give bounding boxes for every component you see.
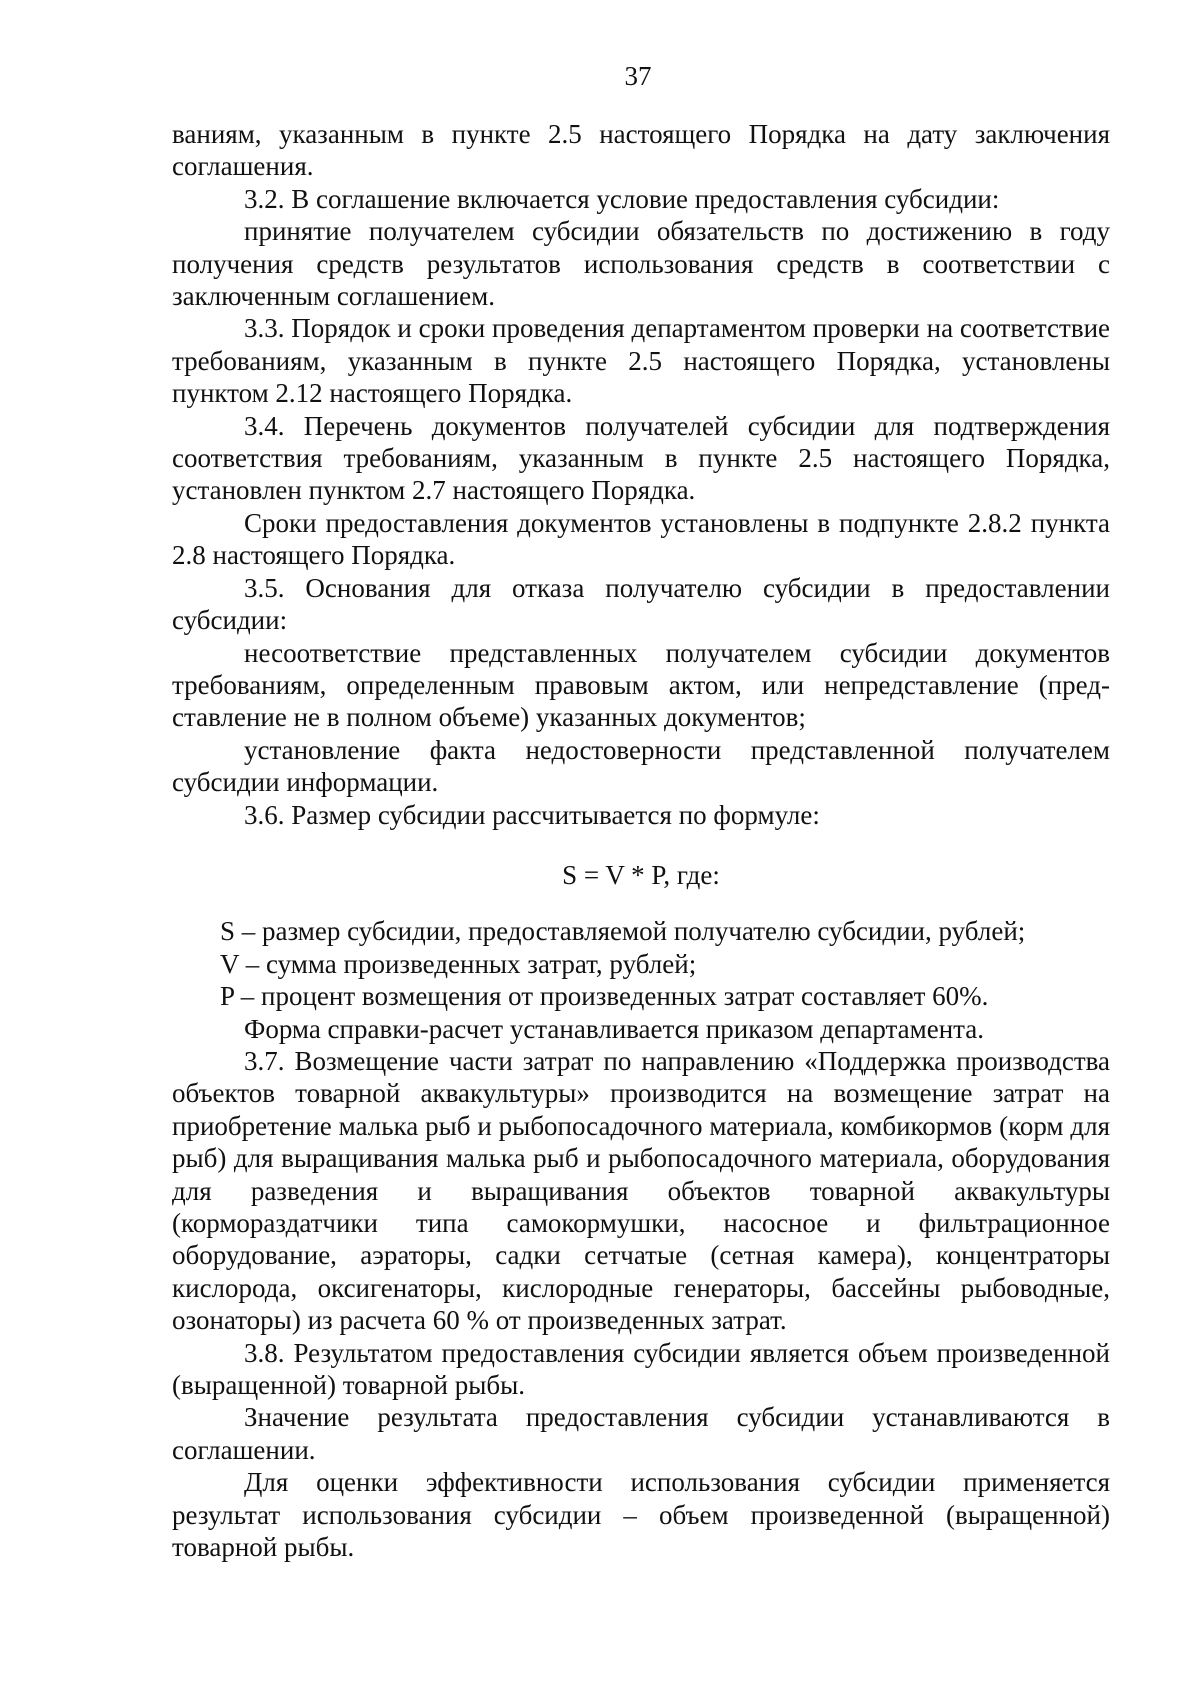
paragraph-3-2: 3.2. В соглашение включается условие предоставления субсидии: — [244, 183, 1000, 214]
paragraph-3-5-reason-2: установление факта недостоверности представленной получателем субсидии информации. — [172, 734, 1110, 798]
page-number: 37 — [624, 61, 652, 91]
paragraph-3-4: 3.4. Перечень документов получателей субсидии для подтверждения соответствия требованиям, указанным в пункте 2.5 настоящего Порядка, установлен пунктом 2.7 настоящего Порядка. — [172, 410, 1110, 506]
paragraph-3-3: 3.3. Порядок и сроки проведения департаментом проверки на соответствие требованиям, указанным в пункте 2.5 настоящего Порядка, установлены пунктом 2.12 настоящего Порядка. — [172, 313, 1110, 409]
paragraph-3-8: 3.8. Результатом предоставления субсидии является объем произведенной (выращенной) товарной рыбы. — [172, 1337, 1110, 1401]
paragraph-3-6: 3.6. Размер субсидии рассчитывается по формуле: — [244, 799, 820, 830]
paragraph-3-8-evaluation: Для оценки эффективности использования субсидии применяется результат использования субсидии – объем произведенной (выращенной) товарной рыбы. — [172, 1467, 1110, 1563]
definition-s: S – размер субсидии, предоставляемой получателю субсидии, рублей; — [220, 916, 1026, 947]
definition-p: P – процент возмещения от произведенных затрат составляет 60%. — [220, 981, 989, 1012]
definition-v: V – сумма произведенных затрат, рублей; — [220, 948, 697, 979]
paragraph-3-5: 3.5. Основания для отказа получателю субсидии в предоставлении субсидии: — [172, 572, 1110, 636]
paragraph-3-4-deadlines: Сроки предоставления документов установлены в подпункте 2.8.2 пункта 2.8 настоящего Порядка. — [172, 507, 1110, 571]
subsidy-formula: S = V * P, где: — [562, 859, 720, 890]
document-body — [172, 118, 1110, 1563]
paragraph-3-7: 3.7. Возмещение части затрат по направлению «Поддержка производства объектов товарной аквакультуры» производится на возмещение затрат на приобретение малька рыб и рыбопосадочного материала, комбикормов (корм для рыб) для выращивания малька рыб и рыбопосадочного материала, оборудования для разведения и выращивания объектов товарной аквакультуры (кормораздатчики типа самокормушки, насосное и фильтрационное оборудование, аэраторы, садки сетчатые (сетная камера), концентраторы кислорода, оксигенаторы, кислородные генераторы, бассейны рыбоводные, озонаторы) из расчета 60 % от произведенных затрат. — [172, 1045, 1110, 1336]
paragraph-3-5-reason-1: несоответствие представленных получателем субсидии документов требованиям, определенным правовым актом, или непредставление (представление не в полном объеме) указанных документов; — [172, 637, 1110, 733]
paragraph-continuation: ваниям, указанным в пункте 2.5 настоящего Порядка на дату заключения соглашения. — [172, 119, 1110, 182]
paragraph-3-8-value: Значение результата предоставления субсидии устанавливаются в соглашении. — [172, 1402, 1110, 1465]
paragraph-3-2-condition: принятие получателем субсидии обязательств по достижению в году получения средств результатов использования средств в соответствии с заключенным соглашением. — [172, 216, 1110, 312]
paragraph-form-note: Форма справки-расчет устанавливается приказом департамента. — [244, 1013, 985, 1044]
